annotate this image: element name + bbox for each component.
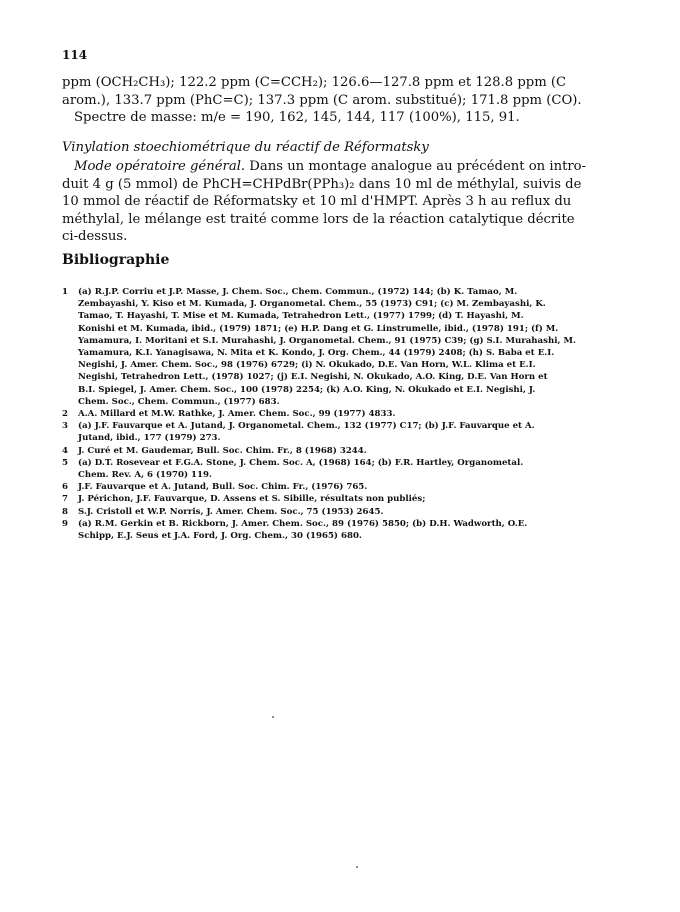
text-line: Dans un montage analogue au précédent on intro- [245, 159, 587, 174]
reference-line: Schipp, E.J. Seus et J.A. Ford, J. Org. Chem., 30 (1965) 680. [78, 531, 362, 542]
text-line: ppm (OCH₂CH₃); 122.2 ppm (C=CCH₂); 126.6—127.8 ppm et 128.8 ppm (C [62, 75, 567, 90]
reference-number: 6 [62, 482, 68, 493]
text-line: arom.), 133.7 ppm (PhC=C); 137.3 ppm (C arom. substitué); 171.8 ppm (CO). [62, 92, 582, 108]
reference-line: Negishi, J. Amer. Chem. Soc., 98 (1976) 6729; (i) N. Okukado, D.E. Van Horn, W.L. Klima et E.I. [78, 360, 536, 371]
reference-item [62, 481, 622, 493]
paragraph-procedure [62, 158, 622, 246]
reference-line: Konishi et M. Kumada, ibid., (1979) 1871; (e) H.P. Dang et G. Linstrumelle, ibid., (1978) 191; (f) M. [78, 323, 559, 334]
reference-text [78, 518, 622, 542]
reference-text [78, 457, 622, 481]
reference-line: Jutand, ibid., 177 (1979) 273. [78, 433, 221, 444]
reference-text [78, 420, 622, 444]
procedure-lead: Mode opératoire général. [74, 159, 246, 174]
reference-item [62, 408, 622, 420]
reference-line: (a) D.T. Rosevear et F.G.A. Stone, J. Chem. Soc. A, (1968) 164; (b) F.R. Hartley, Organometal. [78, 457, 524, 468]
reference-text [78, 408, 622, 420]
text-line: méthylal, le mélange est traité comme lors de la réaction catalytique décrite [62, 211, 575, 227]
reference-list [62, 286, 622, 542]
reference-item [62, 506, 622, 518]
reference-line: J.F. Fauvarque et A. Jutand, Bull. Soc. Chim. Fr., (1976) 765. [78, 482, 368, 493]
mass-spectrum-line: Spectre de masse: m/e = 190, 162, 145, 144, 117 (100%), 115, 91. [74, 110, 520, 125]
paragraph-nmr-data [62, 74, 622, 127]
reference-text [78, 445, 622, 457]
reference-item [62, 518, 622, 542]
reference-line: J. Périchon, J.F. Fauvarque, D. Assens et S. Sibille, résultats non publiés; [78, 494, 426, 505]
reference-line: (a) R.J.P. Corriu et J.P. Masse, J. Chem. Soc., Chem. Commun., (1972) 144; (b) K. Tamao, M. [78, 287, 518, 297]
reference-item [62, 420, 622, 444]
reference-line: (a) J.F. Fauvarque et A. Jutand, J. Organometal. Chem., 132 (1977) C17; (b) J.F. Fauvarque et A. [78, 421, 535, 432]
reference-text [78, 286, 622, 408]
reference-line: B.I. Spiegel, J. Amer. Chem. Soc., 100 (1978) 2254; (k) A.O. King, N. Okukado et E.I. Negishi, J. [78, 384, 536, 395]
reference-line: Chem. Soc., Chem. Commun., (1977) 683. [78, 396, 280, 407]
text-line: 10 mmol de réactif de Réformatsky et 10 ml d'HMPT. Après 3 h au reflux du [62, 194, 572, 209]
reference-number: 1 [62, 287, 68, 297]
reference-item [62, 286, 622, 408]
reference-text [78, 493, 622, 505]
stray-mark [272, 716, 274, 718]
text-line: ci-dessus. [62, 229, 128, 244]
reference-text [78, 506, 622, 518]
reference-line: Yamamura, K.I. Yanagisawa, N. Mita et K. Kondo, J. Org. Chem., 44 (1979) 2408; (h) S. Baba et E.I. [78, 348, 555, 359]
reference-number: 8 [62, 506, 68, 517]
stray-mark [356, 866, 358, 868]
reference-number: 9 [62, 518, 68, 529]
reference-item [62, 445, 622, 457]
reference-line: S.J. Cristoll et W.P. Norris, J. Amer. Chem. Soc., 75 (1953) 2645. [78, 506, 384, 517]
reference-line: Negishi, Tetrahedron Lett., (1978) 1027; (j) E.I. Negishi, N. Okukado, A.O. King, D.E. Van Horn et [78, 372, 548, 383]
text-line: duit 4 g (5 mmol) de PhCH=CHPdBr(PPh₃)₂ dans 10 ml de méthylal, suivis de [62, 176, 582, 192]
reference-number: 4 [62, 445, 68, 456]
reference-item [62, 457, 622, 481]
reference-line: Tamao, T. Hayashi, T. Mise et M. Kumada, Tetrahedron Lett., (1977) 1799; (d) T. Hayashi, M. [78, 311, 524, 322]
reference-number: 5 [62, 457, 68, 468]
reference-number: 7 [62, 494, 68, 505]
section-title: Vinylation stoechiométrique du réactif de Réformatsky [62, 140, 429, 155]
bibliography-heading: Bibliographie [62, 252, 170, 268]
reference-line: A.A. Millard et M.W. Rathke, J. Amer. Chem. Soc., 99 (1977) 4833. [78, 409, 396, 420]
reference-line: Zembayashi, Y. Kiso et M. Kumada, J. Organometal. Chem., 55 (1973) C91; (c) M. Zembayashi, K. [78, 299, 546, 310]
reference-text [78, 481, 622, 493]
page-number: 114 [62, 48, 88, 62]
reference-line: J. Curé et M. Gaudemar, Bull. Soc. Chim. Fr., 8 (1968) 3244. [78, 445, 367, 456]
reference-number: 2 [62, 409, 68, 420]
reference-line: Yamamura, I. Moritani et S.I. Murahashi, J. Organometal. Chem., 91 (1975) C39; (g) S.I. Murahashi, M. [78, 335, 576, 346]
reference-item [62, 493, 622, 505]
reference-number: 3 [62, 421, 68, 432]
reference-line: Chem. Rev. A, 6 (1970) 119. [78, 470, 212, 481]
reference-line: (a) R.M. Gerkin et B. Rickborn, J. Amer. Chem. Soc., 89 (1976) 5850; (b) D.H. Wadworth, O.E. [78, 518, 528, 529]
